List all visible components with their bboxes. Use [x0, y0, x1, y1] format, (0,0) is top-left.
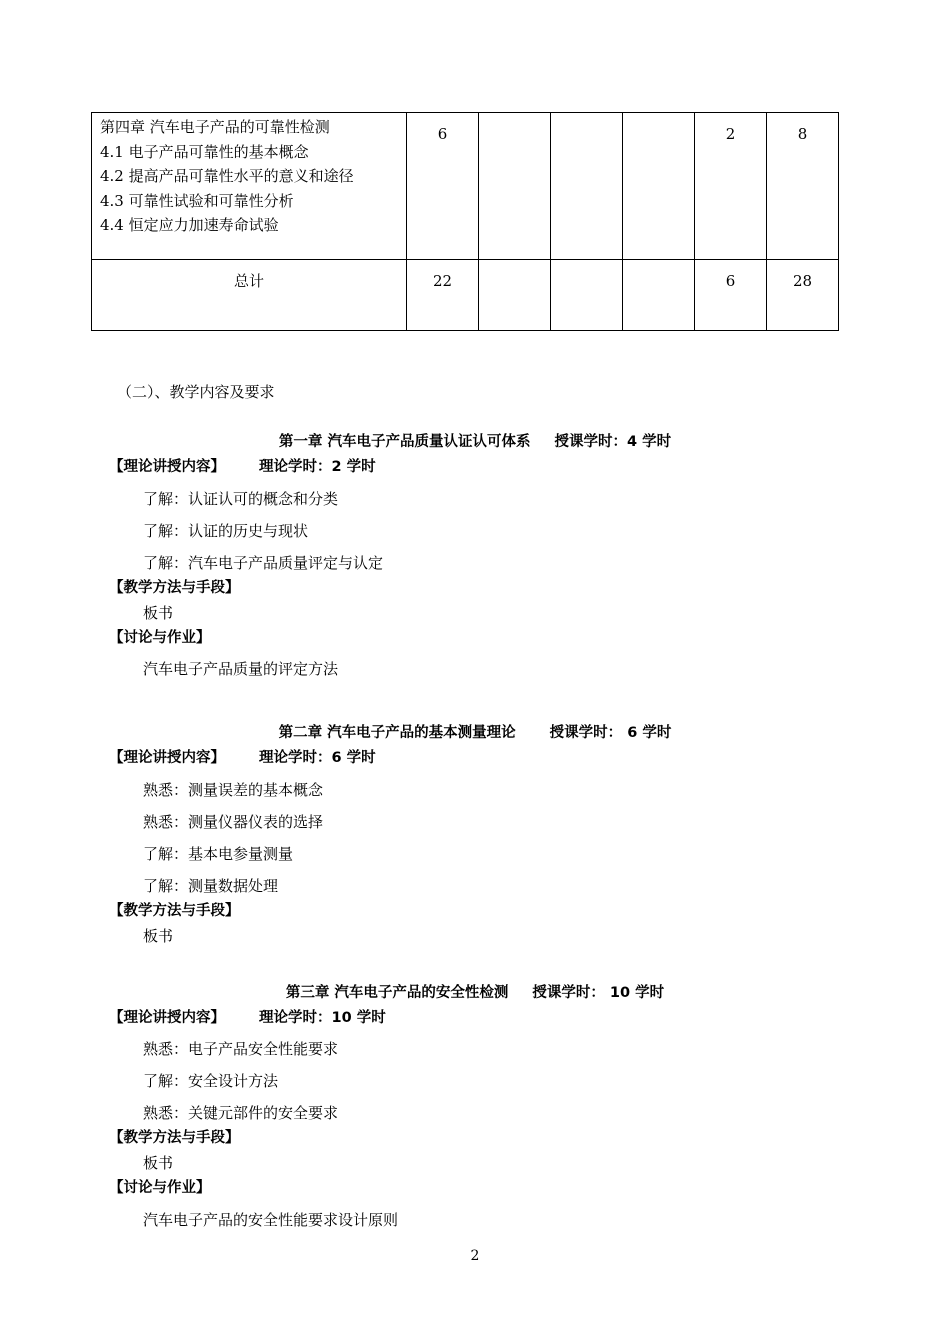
total-label: 总计	[92, 260, 407, 331]
theory-hours: 理论学时：10 学时	[259, 1010, 386, 1026]
discussion-text: 汽车电子产品的安全性能要求设计原则	[143, 1211, 399, 1229]
content-item: 熟悉：测量误差的基本概念	[143, 781, 324, 799]
method-label: 【教学方法与手段】	[109, 580, 240, 596]
hours-cell	[551, 260, 623, 331]
chapter-cell	[92, 113, 407, 260]
theory-label: 【理论讲授内容】	[109, 750, 225, 766]
chapter-hours: 授课学时： 10 学时	[532, 985, 665, 1001]
method-label: 【教学方法与手段】	[109, 1130, 240, 1146]
chapter-subsection-line: 4.3 可靠性试验和可靠性分析	[100, 191, 294, 210]
chapter-heading	[0, 983, 950, 1003]
table-row	[92, 260, 839, 331]
content-item: 了解：安全设计方法	[143, 1072, 279, 1090]
theory-line	[109, 748, 376, 768]
hours-cell: 28	[767, 260, 839, 331]
theory-hours: 理论学时：6 学时	[259, 750, 376, 766]
theory-label: 【理论讲授内容】	[109, 459, 225, 475]
method-label: 【教学方法与手段】	[109, 903, 240, 919]
content-item: 了解：认证的历史与现状	[143, 522, 309, 540]
table-row	[92, 113, 839, 260]
hours-cell	[623, 113, 695, 260]
method-text: 板书	[143, 604, 174, 622]
chapter-subsection-line: 4.2 提高产品可靠性水平的意义和途径	[100, 167, 354, 185]
hours-table	[91, 112, 839, 331]
content-item: 了解：基本电参量测量	[143, 845, 294, 863]
content-item: 了解：测量数据处理	[143, 877, 279, 895]
hours-cell	[551, 113, 623, 260]
chapter-heading	[0, 723, 950, 743]
chapter-subsection-line: 4.4 恒定应力加速寿命试验	[100, 216, 279, 234]
content-item: 熟悉：测量仪器仪表的选择	[143, 813, 324, 831]
content-item: 了解：汽车电子产品质量评定与认定	[143, 554, 384, 572]
chapter-heading	[0, 432, 950, 452]
chapter-hours: 授课学时：4 学时	[554, 434, 672, 450]
hours-cell	[479, 260, 551, 331]
chapter-title-line: 第四章 汽车电子产品的可靠性检测	[100, 118, 330, 136]
theory-label: 【理论讲授内容】	[109, 1010, 225, 1026]
content-item: 了解：认证认可的概念和分类	[143, 490, 339, 508]
hours-cell: 6	[407, 113, 479, 260]
chapter-title: 第二章 汽车电子产品的基本测量理论	[278, 725, 516, 741]
hours-cell: 2	[695, 113, 767, 260]
chapter-subsection-line: 4.1 电子产品可靠性的基本概念	[100, 142, 309, 161]
content-item: 熟悉：电子产品安全性能要求	[143, 1040, 339, 1058]
theory-hours: 理论学时：2 学时	[259, 459, 376, 475]
discussion-text: 汽车电子产品质量的评定方法	[143, 660, 339, 678]
method-text: 板书	[143, 927, 174, 945]
hours-cell: 22	[407, 260, 479, 331]
theory-line	[109, 457, 376, 477]
theory-line	[109, 1008, 386, 1028]
discussion-label: 【讨论与作业】	[109, 630, 211, 646]
hours-cell: 6	[695, 260, 767, 331]
page-number: 2	[470, 1248, 480, 1264]
hours-cell	[479, 113, 551, 260]
chapter-title: 第三章 汽车电子产品的安全性检测	[285, 985, 509, 1001]
content-item: 熟悉：关键元部件的安全要求	[143, 1104, 339, 1122]
section-heading: （二）、教学内容及要求	[117, 383, 275, 401]
chapter-hours: 授课学时： 6 学时	[549, 725, 672, 741]
chapter-title: 第一章 汽车电子产品质量认证认可体系	[278, 434, 531, 450]
hours-cell: 8	[767, 113, 839, 260]
discussion-label: 【讨论与作业】	[109, 1180, 211, 1196]
hours-cell	[623, 260, 695, 331]
method-text: 板书	[143, 1154, 174, 1172]
